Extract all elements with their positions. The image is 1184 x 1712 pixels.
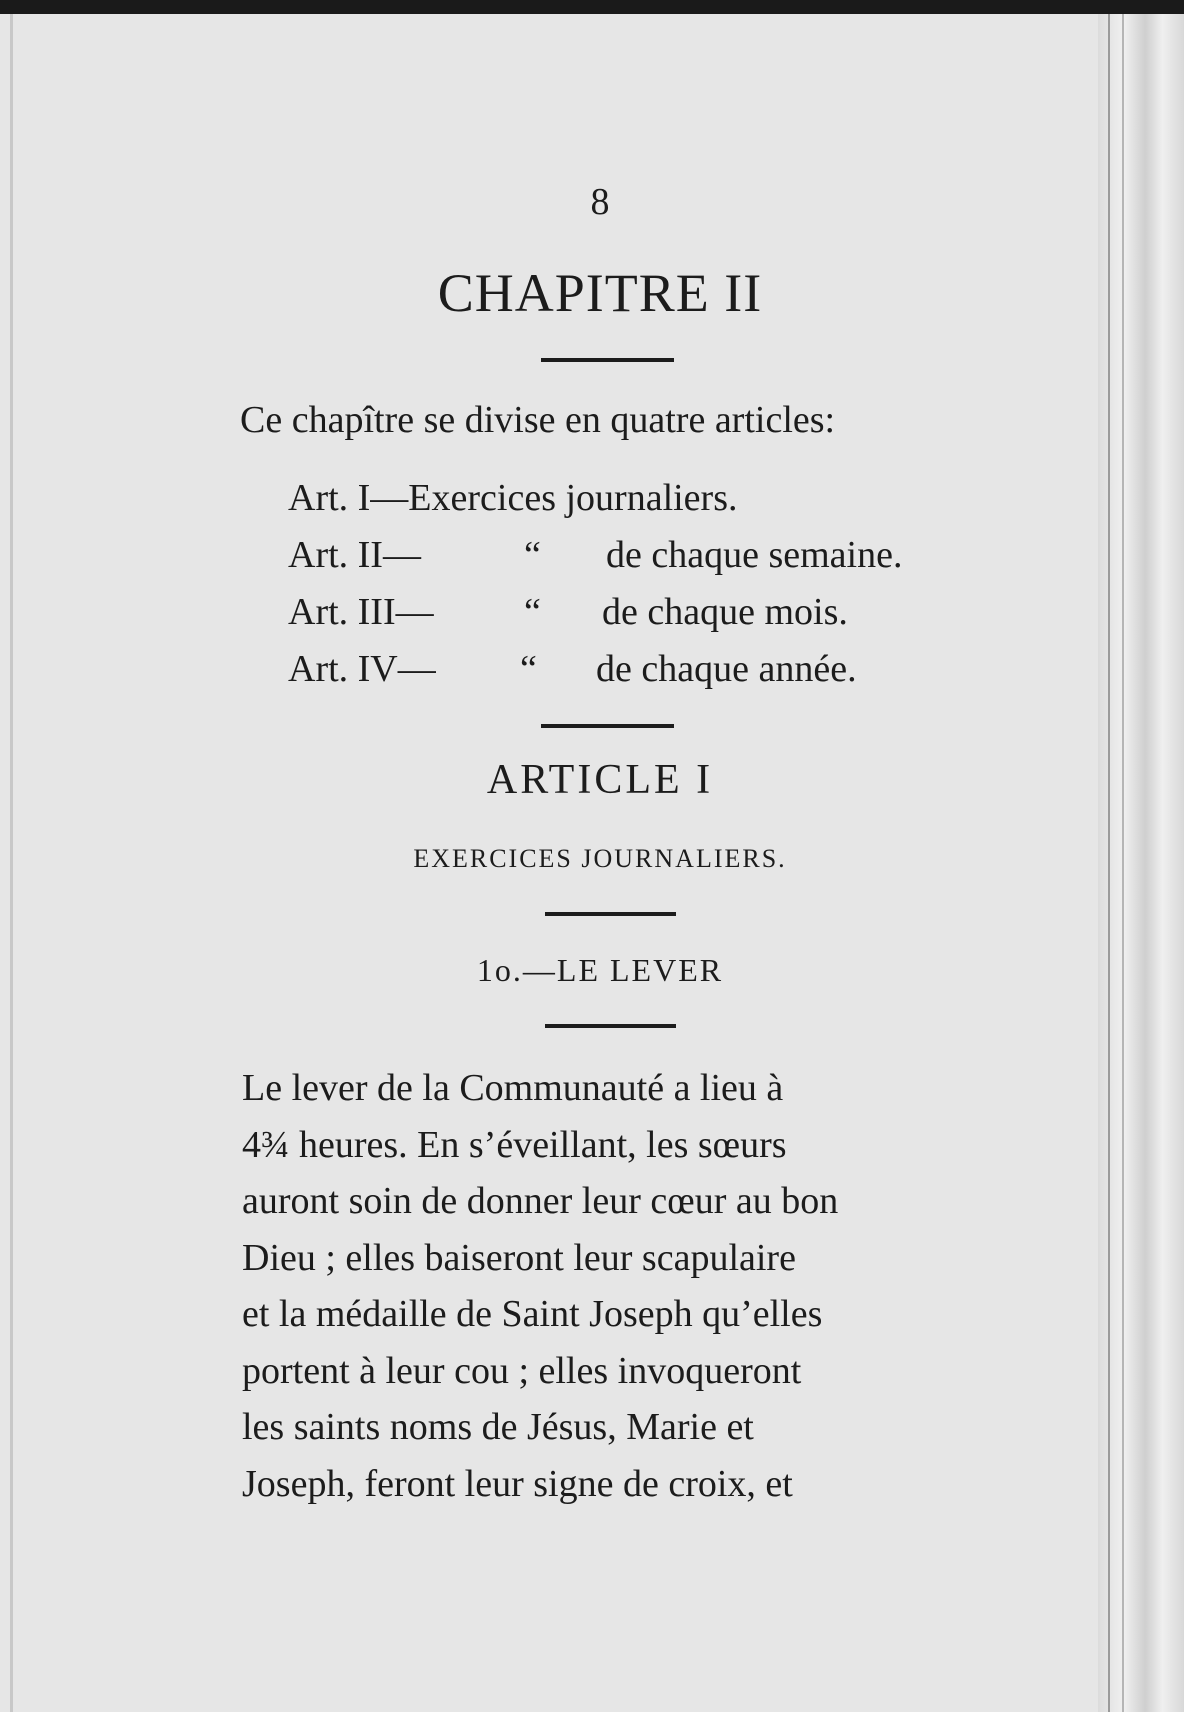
page-fold-line [1108, 14, 1110, 1712]
article-description: de chaque semaine. [606, 534, 903, 576]
article-description: de chaque année. [596, 648, 857, 690]
article-list-item [288, 476, 1008, 533]
body-line-text: portent à leur cou ; elles invoqueront [242, 1349, 802, 1392]
divider-rule [545, 1024, 676, 1028]
divider-rule [541, 358, 674, 362]
body-line [242, 1405, 982, 1462]
body-line-text: auront soin de donner leur cœur au bon [242, 1180, 839, 1222]
body-line [242, 1066, 982, 1123]
page-fold-line [1122, 14, 1124, 1712]
article-description: de chaque mois. [602, 591, 848, 633]
article-list-item [288, 647, 1008, 704]
body-line-text: et la médaille de Saint Joseph qu’elles [242, 1293, 823, 1335]
body-line [242, 1349, 982, 1406]
article-entry: Art. IV— [288, 648, 436, 690]
section-title: 1o.—LE LEVER [476, 952, 724, 988]
article-list-item [288, 590, 1008, 647]
body-line-text: 4¾ heures. En s’éveillant, les sœurs [242, 1123, 787, 1166]
body-line-text: les saints noms de Jésus, Marie et [242, 1406, 754, 1448]
body-line [242, 1123, 982, 1180]
article-entry: Art. I—Exercices journaliers. [288, 477, 738, 519]
article-entry: Art. II— [288, 534, 421, 576]
body-paragraph [242, 1066, 982, 1518]
article-list [288, 476, 1008, 704]
page-number: 8 [590, 181, 610, 223]
body-line [242, 1292, 982, 1349]
body-line [242, 1236, 982, 1293]
body-line-text: Dieu ; elles baiseront leur scapulaire [242, 1236, 796, 1279]
binding-edge [10, 14, 13, 1712]
body-line-text: Le lever de la Communauté a lieu à [242, 1067, 784, 1109]
body-line [242, 1462, 982, 1519]
chapter-title: CHAPITRE II [437, 263, 763, 323]
article-list-item [288, 533, 1008, 590]
ditto-mark: “ [524, 534, 541, 576]
divider-rule [545, 912, 676, 916]
article-subtitle: EXERCICES JOURNALIERS. [413, 844, 787, 873]
ditto-mark: “ [520, 648, 537, 690]
divider-rule [541, 724, 674, 728]
article-entry: Art. III— [288, 591, 434, 633]
chapter-intro: Ce chapître se divise en quatre articles: [240, 399, 836, 441]
body-line-text: Joseph, feront leur signe de croix, et [242, 1462, 793, 1505]
body-line [242, 1179, 982, 1236]
page-edge [1098, 14, 1184, 1712]
article-title: ARTICLE I [486, 757, 714, 803]
ditto-mark: “ [524, 591, 541, 633]
